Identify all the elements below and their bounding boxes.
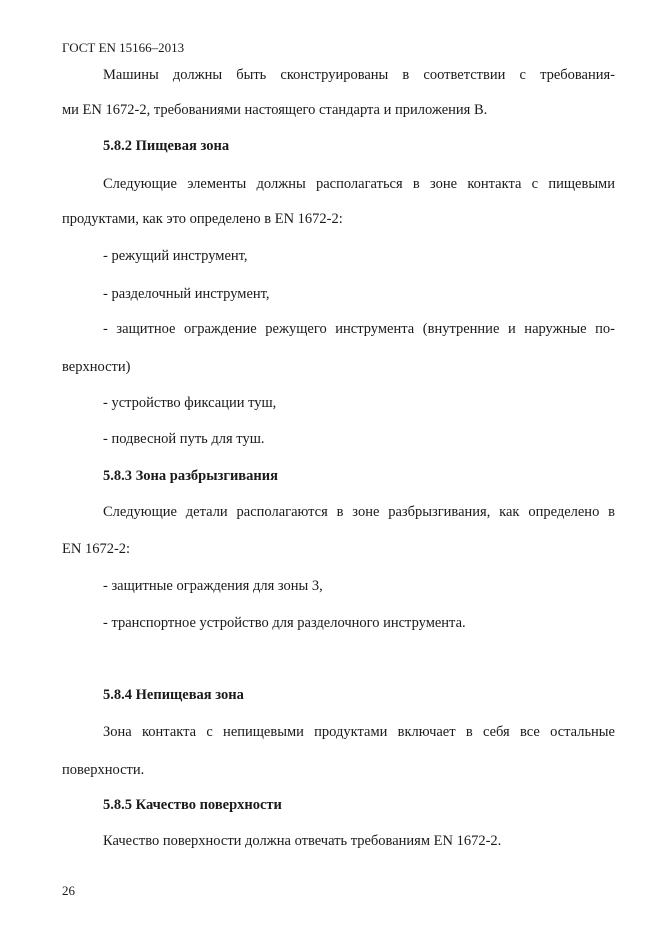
section-heading-5-8-2: 5.8.2 Пищевая зона [103,138,230,154]
paragraph-line: Следующие детали располагаются в зоне разбрызгивания, как определено в [103,504,615,520]
paragraph-line: ми EN 1672-2, требованиями настоящего стандарта и приложения B. [62,102,488,118]
page-number: 26 [62,883,75,898]
paragraph-line: Следующие элементы должны располагаться в зоне контакта с пищевыми [103,176,615,192]
paragraph-line: поверхности. [62,762,145,778]
paragraph-line: Машины должны быть сконструированы в соответствии с требования- [103,67,615,83]
list-item: - подвесной путь для туш. [103,431,265,447]
list-item: - защитные ограждения для зоны 3, [103,578,323,594]
paragraph-line: Качество поверхности должна отвечать требованиям EN 1672-2. [103,833,502,849]
document-code-header: ГОСТ EN 15166–2013 [62,40,185,55]
section-heading-5-8-3: 5.8.3 Зона разбрызгивания [103,468,278,484]
section-heading-5-8-5: 5.8.5 Качество поверхности [103,797,282,813]
list-item: - разделочный инструмент, [103,286,270,302]
paragraph-line: продуктами, как это определено в EN 1672-2: [62,211,343,227]
paragraph-line: EN 1672-2: [62,541,131,557]
list-item: - режущий инструмент, [103,248,248,264]
list-item: - устройство фиксации туш, [103,395,277,411]
list-item-continuation: верхности) [62,359,131,375]
section-heading-5-8-4: 5.8.4 Непищевая зона [103,687,244,703]
list-item: - транспортное устройство для разделочного инструмента. [103,615,466,631]
paragraph-line: Зона контакта с непищевыми продуктами включает в себя все остальные [103,724,615,740]
list-item: - защитное ограждение режущего инструмента (внутренние и наружные по- [103,321,615,337]
